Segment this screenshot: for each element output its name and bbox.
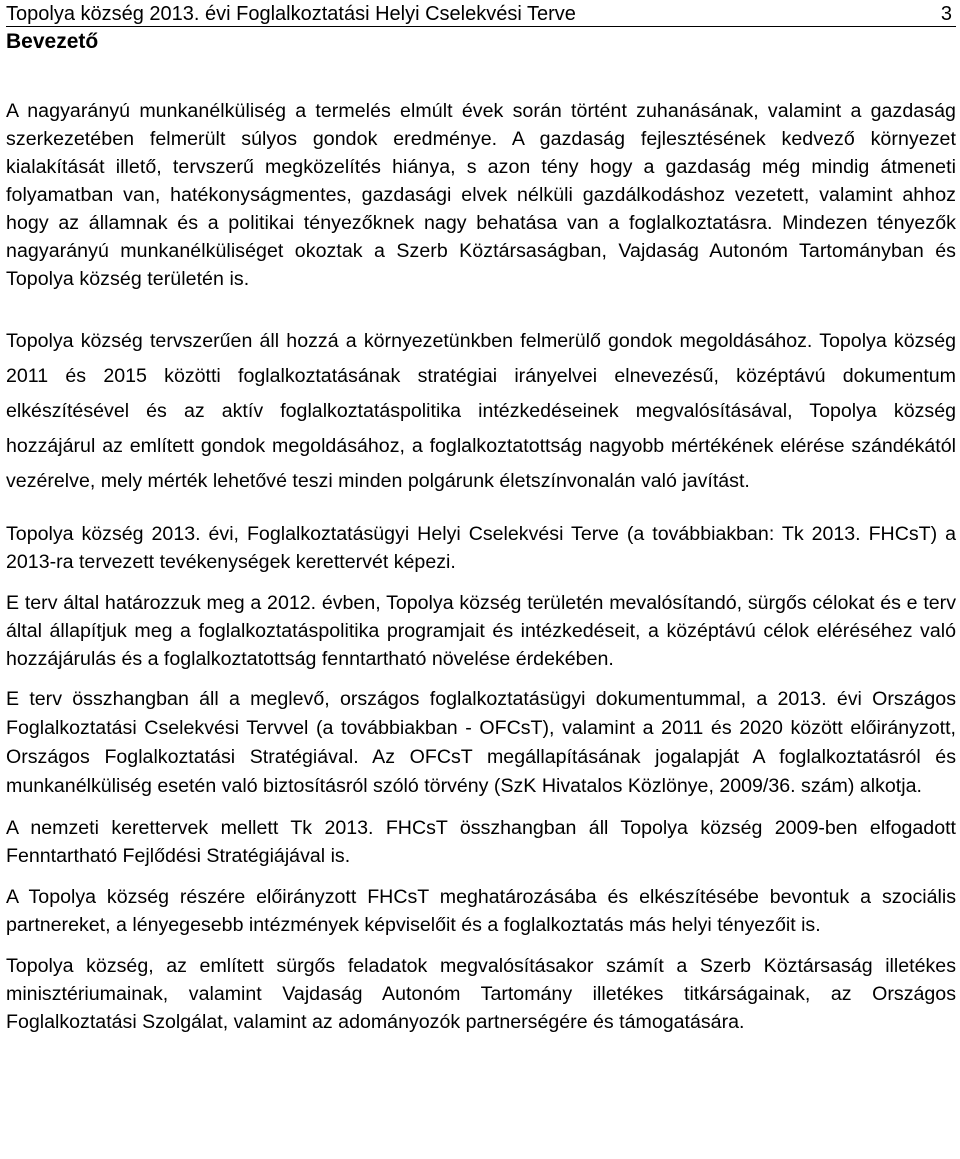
paragraph-goals <box>6 589 956 673</box>
page-number: 3 <box>940 3 952 25</box>
paragraph: Topolya község 2013. évi, Foglalkoztatásügyi Helyi Cselekvési Terve (a továbbiakban: Tk 2013. FHCsT) a 2013-ra tervezett tevékenységek kerettervét képezi. <box>6 523 956 573</box>
document-page <box>6 0 956 1036</box>
paragraph: E terv által határozzuk meg a 2012. évben, Topolya község területén mevalósítandó, sürgős célokat és e terv által állapítjuk meg a foglalkoztatáspolitika programjait és intézkedéseit, a középtávú célok eléréséhez való hozzájárulás és a foglalkoztatottság fenntartható növelése érdekében. <box>6 592 956 670</box>
paragraph-national-alignment <box>6 685 956 801</box>
paragraph: A nemzeti kerettervek mellett Tk 2013. FHCsT összhangban áll Topolya község 2009-ben elfogadott Fenntartható Fejlődési Stratégiájával is. <box>6 817 956 867</box>
paragraph: A Topolya község részére előirányzott FHCsT meghatározásába és elkészítésébe bevontuk a szociális partnereket, a lényegesebb intézmények képviselőit és a foglalkoztatás más helyi tényezőit is. <box>6 886 956 936</box>
paragraph-sustainable-strategy <box>6 814 956 870</box>
running-title: Topolya község 2013. évi Foglalkoztatási Helyi Cselekvési Terve <box>6 3 576 25</box>
section-heading: Bevezető <box>6 30 99 53</box>
paragraph: Topolya község, az említett sürgős feladatok megvalósításakor számít a Szerb Köztársaság illetékes minisztériumainak, valamint Vajdaság Autonóm Tartomány illetékes titkárságainak, az Országos Foglalkoztatási Szolgálat, valamint az adományozók partnerségére és támogatására. <box>6 955 956 1033</box>
paragraph-support <box>6 952 956 1036</box>
running-header <box>6 0 956 27</box>
paragraph-partners <box>6 883 956 939</box>
paragraph: A nagyarányú munkanélküliség a termelés elmúlt évek során történt zuhanásának, valamint a gazdaság szerkezetében felmerült súlyos gondok eredménye. A gazdaság fejlesztésének kedvező környezet kialakítását illető, tervszerű megközelítés hiánya, s azon tény hogy a gazdaság még mindig átmeneti folyamatban van, hatékonyságmentes, gazdasági elvek nélküli gazdálkodáshoz vezetett, valamint ahhoz hogy az államnak és a politikai tényezőknek nagy behatása van a foglalkoztatásra. Mindezen tényezők nagyarányú munkanélküliséget okoztak a Szerb Köztársaságban, Vajdaság Autonóm Tartományban és Topolya község területén is. <box>6 100 956 290</box>
paragraph: Topolya község tervszerűen áll hozzá a környezetünkben felmerülő gondok megoldásához. Topolya község 2011 és 2015 közötti foglalkoztatásának stratégiai irányelvei elnevezésű, középtávú dokumentum elkészítésével és az aktív foglalkoztatáspolitika intézkedéseinek megvalósításával, Topolya község hozzájárul az említett gondok megoldásához, a foglalkoztatottság nagyobb mértékének elérése szándékától vezérelve, mely mérték lehetővé teszi minden polgárunk életszínvonalán való javítást. <box>6 330 956 492</box>
paragraph-approach <box>6 324 956 499</box>
paragraph: E terv összhangban áll a meglevő, országos foglalkoztatásügyi dokumentummal, a 2013. évi Országos Foglalkoztatási Cselekvési Tervvel (a továbbiakban - OFCsT), valamint a 2011 és 2020 között előirányzott, Országos Foglalkoztatási Stratégiával. Az OFCsT megállapításának jogalapját A foglalkoztatásról és munkanélküliség esetén való biztosításról szóló törvény (SzK Hivatalos Közlönye, 2009/36. szám) alkotja. <box>6 688 956 797</box>
paragraph-plan-definition <box>6 520 956 576</box>
paragraph-intro <box>6 97 956 293</box>
